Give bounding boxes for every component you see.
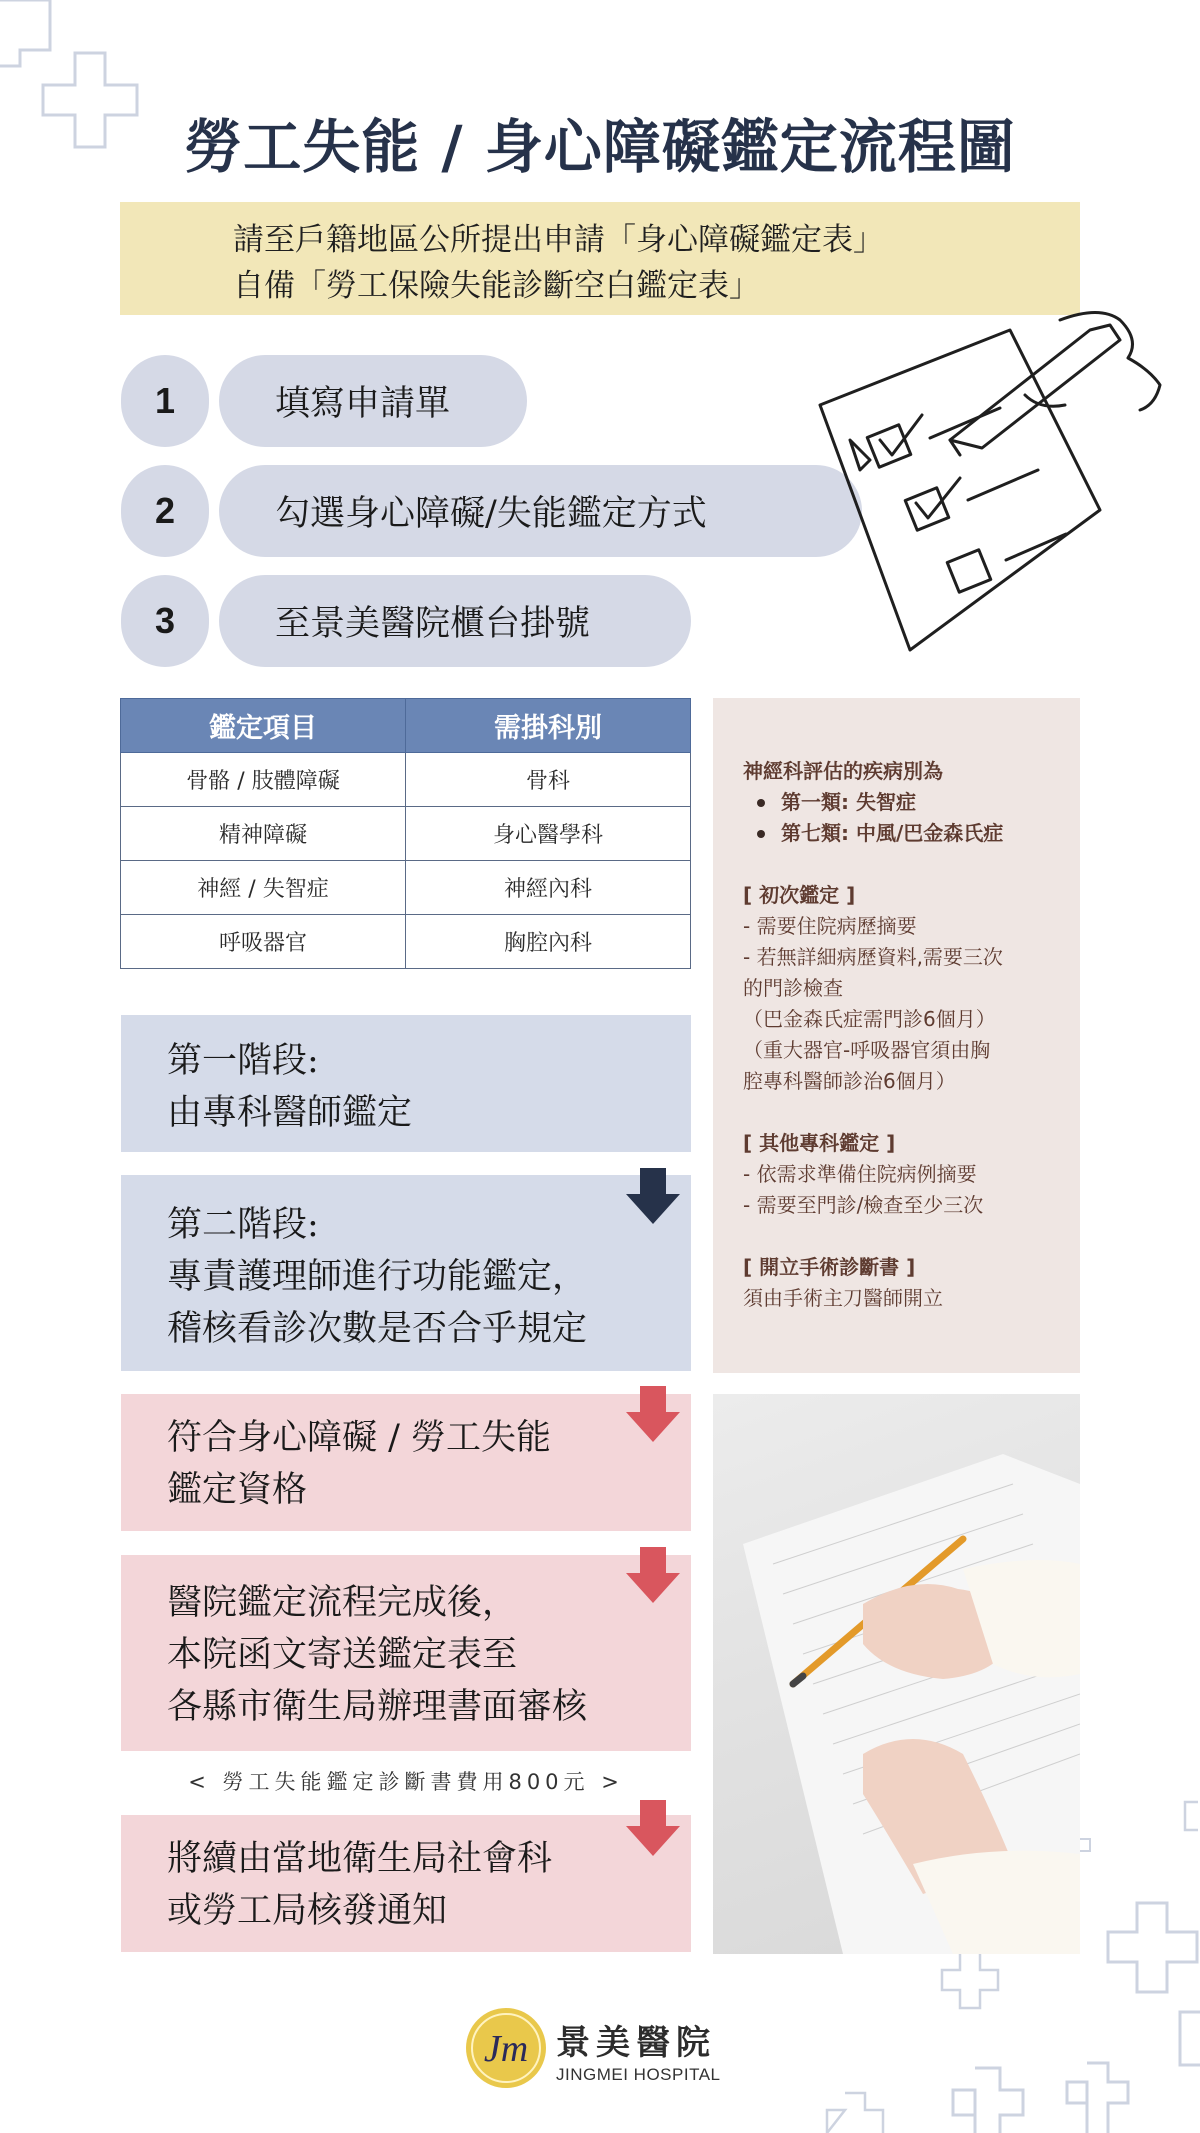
step-label: 勾選身心障礙/失能鑑定方式 — [219, 465, 862, 557]
note-line: - 需要住院病歷摘要 — [743, 914, 917, 938]
table-cell: 胸腔內科 — [406, 915, 691, 969]
hospital-name-en: JINGMEI HOSPITAL — [556, 2065, 721, 2084]
intro-banner — [120, 202, 1080, 315]
note-line: 的門診檢查 — [743, 976, 843, 1000]
table-cell: 呼吸器官 — [121, 915, 406, 969]
note-line: - 依需求準備住院病例摘要 — [743, 1162, 977, 1186]
notification-box — [121, 1815, 691, 1952]
note-line: - 若無詳細病歷資料,需要三次 — [743, 945, 1003, 969]
checklist-illustration — [810, 310, 1170, 664]
page-title: 勞工失能 / 身心障礙鑑定流程圖 — [184, 113, 1016, 181]
table-cell: 神經內科 — [406, 861, 691, 915]
step-number: 2 — [121, 465, 209, 557]
neurology-note-panel — [713, 698, 1080, 1373]
table-cell: 身心醫學科 — [406, 807, 691, 861]
table-cell: 神經 / 失智症 — [121, 861, 406, 915]
note-bullet-list — [743, 787, 1054, 849]
stage-line: 第一階段: — [167, 1041, 319, 1081]
table-row — [121, 861, 691, 915]
note-line: （重大器官-呼吸器官須由胸 — [743, 1038, 991, 1062]
step-number: 3 — [121, 575, 209, 667]
note-line: 腔專科醫師診治6個月） — [743, 1069, 956, 1093]
step-label: 至景美醫院櫃台掛號 — [219, 575, 691, 667]
table-cell: 精神障礙 — [121, 807, 406, 861]
note-section-title: [ 其他專科鑑定 ] — [743, 1131, 896, 1155]
fee-note: < 勞工失能鑑定診斷書費用800元 > — [188, 1770, 624, 1794]
process-complete-box — [121, 1555, 691, 1751]
logo-monogram: Jm — [483, 2028, 529, 2070]
note-bullet: 第七類: 中風/巴金森氏症 — [743, 818, 1054, 849]
arrow-down-icon — [626, 1386, 680, 1446]
note-section-title: [ 初次鑑定 ] — [743, 883, 856, 907]
arrow-down-icon — [626, 1800, 680, 1860]
step-number: 1 — [121, 355, 209, 447]
note-heading: 神經科評估的疾病別為 — [743, 759, 943, 783]
complete-line: 各縣市衛生局辦理書面審核 — [167, 1687, 588, 1727]
table-row — [121, 807, 691, 861]
table-row — [121, 915, 691, 969]
stage-line: 專責護理師進行功能鑑定， — [167, 1257, 588, 1297]
table-header: 鑑定項目 — [121, 699, 406, 753]
arrow-down-icon — [626, 1547, 680, 1607]
decorative-plus-icon — [1065, 2060, 1130, 2133]
department-table — [120, 698, 691, 969]
stage-one-box — [121, 1015, 691, 1152]
arrow-down-icon — [626, 1168, 680, 1228]
table-header: 需掛科別 — [406, 699, 691, 753]
table-cell: 骨科 — [406, 753, 691, 807]
decorative-plus-icon — [1175, 2010, 1200, 2070]
writing-hand-photo — [713, 1394, 1080, 1954]
decorative-plus-icon — [1170, 1800, 1200, 1860]
hospital-name-cn: 景美醫院 — [556, 2023, 716, 2063]
notify-line: 將續由當地衛生局社會科 — [167, 1839, 553, 1879]
decorative-plus-icon — [825, 2090, 885, 2133]
note-bullet: 第一類: 失智症 — [743, 787, 1054, 818]
notify-line: 或勞工局核發通知 — [167, 1891, 448, 1931]
complete-line: 本院函文寄送鑑定表至 — [167, 1635, 518, 1675]
note-line: （巴金森氏症需門診6個月） — [743, 1007, 996, 1031]
complete-line: 醫院鑑定流程完成後， — [167, 1583, 518, 1623]
note-line: - 需要至門診/檢查至少三次 — [743, 1193, 984, 1217]
hospital-logo-mark — [463, 2005, 549, 2095]
note-section-title: [ 開立手術診斷書 ] — [743, 1255, 916, 1279]
qualify-line: 符合身心障礙 / 勞工失能 — [167, 1418, 552, 1458]
stage-line: 稽核看診次數是否合乎規定 — [167, 1309, 588, 1349]
step-label: 填寫申請單 — [219, 355, 527, 447]
intro-line: 請至戶籍地區公所提出申請「身心障礙鑑定表」 — [233, 222, 884, 258]
table-row — [121, 753, 691, 807]
stage-two-box — [121, 1175, 691, 1371]
stage-line: 由專科醫師鑑定 — [167, 1093, 413, 1133]
stage-line: 第二階段: — [167, 1205, 319, 1245]
qualify-line: 鑑定資格 — [167, 1470, 308, 1510]
decorative-plus-icon — [950, 2065, 1025, 2133]
note-line: 須由手術主刀醫師開立 — [743, 1286, 943, 1310]
decorative-plus-icon — [1105, 1900, 1200, 1995]
intro-line: 自備「勞工保險失能診斷空白鑑定表」 — [233, 268, 760, 304]
decorative-plus-icon — [940, 1950, 1000, 2010]
table-cell: 骨骼 / 肢體障礙 — [121, 753, 406, 807]
qualify-box — [121, 1394, 691, 1531]
